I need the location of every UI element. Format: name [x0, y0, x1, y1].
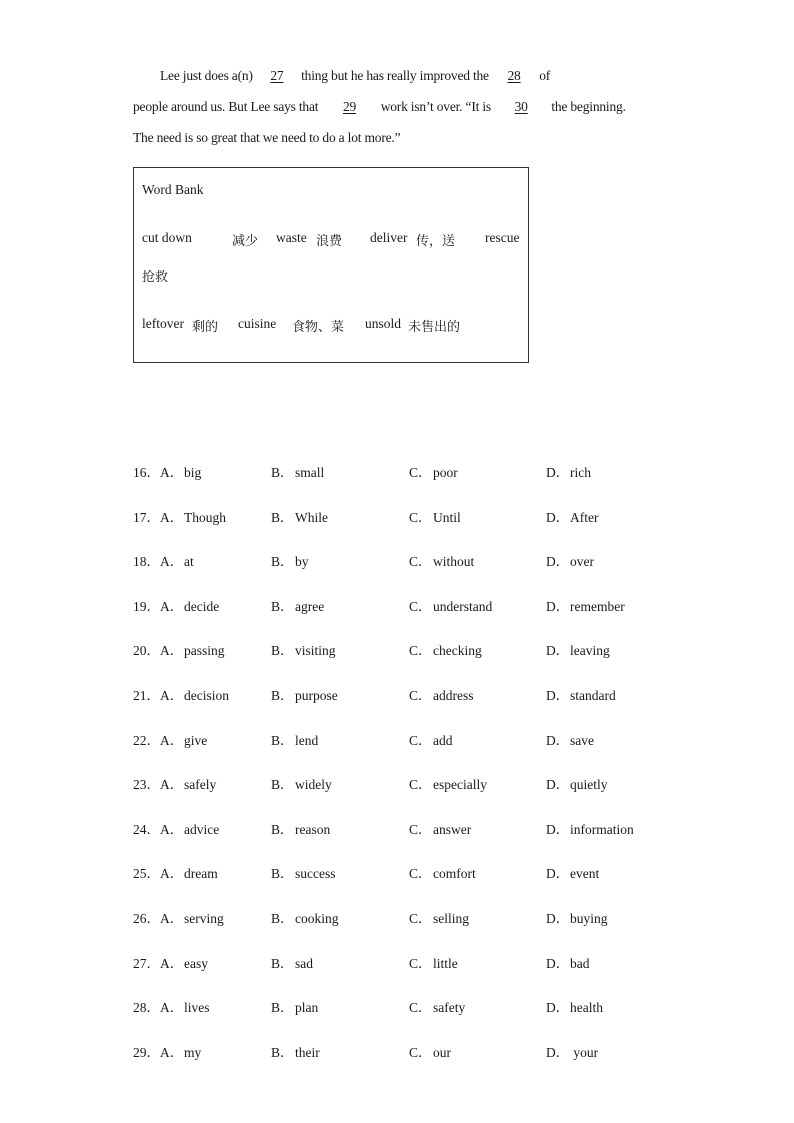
option-letter: C． — [409, 509, 432, 525]
option-letter: B． — [271, 1044, 294, 1060]
question-row — [133, 907, 673, 927]
word-en: waste — [276, 230, 307, 245]
word-zh: 食物、菜 — [292, 320, 345, 335]
option-text: information — [570, 821, 634, 837]
question-number: 17． — [133, 509, 160, 525]
option-letter: D． — [546, 821, 570, 837]
option-letter: A． — [160, 598, 184, 614]
option-text: give — [184, 732, 208, 748]
question-row — [133, 862, 673, 882]
option-text: checking — [433, 643, 482, 659]
option-letter: C． — [409, 598, 432, 614]
word-bank-box — [133, 167, 529, 363]
option-letter: C． — [409, 1044, 432, 1060]
option-a[interactable] — [160, 952, 208, 972]
word-en: cuisine — [238, 316, 277, 331]
option-letter: A． — [160, 777, 184, 793]
option-text: sad — [295, 955, 313, 971]
question-row — [133, 550, 673, 570]
option-b[interactable] — [271, 996, 318, 1016]
option-text: health — [570, 1000, 603, 1016]
option-c[interactable] — [409, 595, 492, 615]
option-c[interactable] — [409, 773, 487, 793]
option-letter: B． — [271, 509, 294, 525]
question-number: 16． — [133, 465, 160, 480]
passage-line-2 — [133, 99, 626, 115]
option-letter: C． — [409, 866, 432, 882]
passage-text: thing but he has really improved the — [297, 68, 493, 83]
blank-28: 28 — [507, 68, 521, 83]
option-text: by — [295, 554, 309, 570]
option-text: event — [570, 866, 600, 882]
option-d[interactable] — [546, 1041, 598, 1061]
option-b[interactable] — [271, 818, 330, 838]
option-text: dream — [184, 866, 218, 882]
question-number: 22． — [133, 732, 160, 748]
option-b[interactable] — [271, 773, 332, 793]
question-row — [133, 818, 673, 838]
option-d[interactable] — [546, 952, 590, 972]
option-text: at — [184, 554, 194, 570]
option-letter: B． — [271, 554, 294, 570]
option-text: passing — [184, 643, 225, 659]
option-d[interactable] — [546, 907, 608, 927]
option-letter: D． — [546, 509, 570, 525]
option-text: over — [570, 554, 594, 570]
option-d[interactable] — [546, 550, 594, 570]
option-text: purpose — [295, 688, 338, 703]
option-letter: D． — [546, 554, 570, 570]
option-a[interactable] — [160, 818, 219, 838]
option-letter: C． — [409, 643, 432, 659]
option-text: save — [570, 732, 594, 748]
option-letter: C． — [409, 955, 432, 971]
option-text: remember — [570, 598, 625, 614]
option-text: especially — [433, 777, 487, 793]
word-en: unsold — [365, 316, 402, 331]
question-row — [133, 461, 673, 481]
question-number: 24． — [133, 821, 160, 837]
option-text: quietly — [570, 777, 608, 793]
option-letter: C． — [409, 688, 432, 703]
option-letter: A． — [160, 911, 184, 926]
option-text: lives — [184, 1000, 210, 1016]
option-text: bad — [570, 955, 590, 971]
option-letter: A． — [160, 688, 184, 703]
word-en: cut down — [142, 230, 192, 245]
option-letter: A． — [160, 866, 184, 882]
option-a[interactable] — [160, 684, 229, 704]
option-d[interactable] — [546, 773, 608, 793]
word-zh: 未售出的 — [408, 320, 461, 335]
option-letter: C． — [409, 777, 432, 793]
word-zh: 减少 — [232, 234, 259, 249]
option-text: add — [433, 732, 453, 748]
option-text: agree — [295, 598, 325, 614]
option-text: safety — [433, 1000, 466, 1016]
word-en: deliver — [370, 230, 408, 245]
option-a[interactable] — [160, 506, 226, 526]
word-en: leftover — [142, 316, 184, 331]
option-letter: B． — [271, 1000, 294, 1016]
option-c[interactable] — [409, 461, 458, 481]
option-text: address — [433, 688, 474, 703]
option-c[interactable] — [409, 684, 474, 704]
option-letter: A． — [160, 554, 184, 570]
option-c[interactable] — [409, 1041, 451, 1061]
option-letter: D． — [546, 688, 570, 703]
option-letter: D． — [546, 1000, 570, 1016]
passage-line-3: The need is so great that we need to do a lot more.” — [133, 130, 401, 145]
option-letter: D． — [546, 465, 570, 480]
option-d[interactable] — [546, 729, 594, 749]
option-text: my — [184, 1044, 202, 1060]
option-text: selling — [433, 911, 469, 926]
question-row — [133, 952, 673, 972]
option-b[interactable] — [271, 907, 339, 927]
question-row — [133, 506, 673, 526]
option-letter: C． — [409, 1000, 432, 1016]
option-text: decision — [184, 688, 229, 703]
option-letter: A． — [160, 509, 184, 525]
option-letter: D． — [546, 1044, 570, 1060]
question-number: 20． — [133, 643, 160, 659]
option-text: rich — [570, 465, 591, 480]
option-letter: B． — [271, 643, 294, 659]
passage-text: work isn’t over. “It is — [377, 99, 495, 114]
option-a[interactable] — [160, 595, 219, 615]
option-b[interactable] — [271, 1041, 320, 1061]
option-d[interactable] — [546, 639, 610, 659]
option-letter: A． — [160, 643, 184, 659]
option-text: Until — [433, 509, 461, 525]
option-letter: B． — [271, 465, 294, 480]
question-number: 19． — [133, 598, 160, 614]
option-letter: A． — [160, 955, 184, 971]
option-b[interactable] — [271, 461, 324, 481]
option-d[interactable] — [546, 461, 591, 481]
option-text: comfort — [433, 866, 476, 882]
question-number: 29． — [133, 1044, 160, 1060]
blank-30: 30 — [514, 99, 528, 114]
passage-text: of — [536, 68, 551, 83]
option-d[interactable] — [546, 595, 625, 615]
option-c[interactable] — [409, 550, 474, 570]
option-letter: D． — [546, 777, 570, 793]
option-text: easy — [184, 955, 208, 971]
option-text: reason — [295, 821, 331, 837]
option-a[interactable] — [160, 550, 194, 570]
option-text: visiting — [295, 643, 336, 659]
word-zh: 抢救 — [142, 270, 169, 285]
option-letter: D． — [546, 866, 570, 882]
option-letter: A． — [160, 465, 184, 480]
option-letter: B． — [271, 688, 294, 703]
question-number: 18． — [133, 554, 160, 570]
option-d[interactable] — [546, 862, 599, 882]
option-b[interactable] — [271, 862, 336, 882]
option-text: your — [570, 1044, 599, 1060]
option-letter: D． — [546, 643, 570, 659]
option-b[interactable] — [271, 550, 309, 570]
option-text: After — [570, 509, 599, 525]
option-a[interactable] — [160, 907, 224, 927]
option-text: buying — [570, 911, 608, 926]
option-text: answer — [433, 821, 472, 837]
option-b[interactable] — [271, 506, 328, 526]
option-letter: B． — [271, 866, 294, 882]
option-letter: B． — [271, 732, 294, 748]
passage-text: the beginning. — [548, 99, 626, 114]
option-c[interactable] — [409, 862, 476, 882]
question-row — [133, 1041, 673, 1061]
question-row — [133, 684, 673, 704]
option-letter: D． — [546, 598, 570, 614]
option-letter: A． — [160, 1044, 184, 1060]
word-zh: 浪费 — [316, 234, 343, 249]
blank-29: 29 — [342, 99, 357, 114]
word-bank-row-1 — [142, 230, 522, 252]
option-letter: B． — [271, 911, 294, 926]
option-text: their — [295, 1044, 320, 1060]
question-number: 25． — [133, 866, 160, 882]
option-letter: B． — [271, 821, 294, 837]
option-d[interactable] — [546, 684, 616, 704]
option-c[interactable] — [409, 952, 458, 972]
option-text: big — [184, 465, 202, 480]
option-text: safely — [184, 777, 217, 793]
option-letter: A． — [160, 821, 184, 837]
option-b[interactable] — [271, 595, 324, 615]
option-c[interactable] — [409, 818, 471, 838]
option-letter: D． — [546, 732, 570, 748]
option-letter: C． — [409, 465, 432, 480]
option-b[interactable] — [271, 952, 313, 972]
option-text: cooking — [295, 911, 339, 926]
option-text: without — [433, 554, 475, 570]
word-bank-title: Word Bank — [142, 182, 204, 197]
option-text: understand — [433, 598, 493, 614]
question-row — [133, 996, 673, 1016]
word-bank-row-2 — [142, 316, 522, 338]
word-en: rescue — [485, 230, 520, 245]
question-row — [133, 639, 673, 659]
option-letter: C． — [409, 732, 432, 748]
option-d[interactable] — [546, 818, 634, 838]
option-text: advice — [184, 821, 220, 837]
option-text: standard — [570, 688, 616, 703]
option-letter: B． — [271, 598, 294, 614]
option-c[interactable] — [409, 907, 469, 927]
question-row — [133, 729, 673, 749]
passage-text: Lee just does a(n) — [160, 68, 256, 83]
option-text: serving — [184, 911, 224, 926]
option-c[interactable] — [409, 729, 453, 749]
option-b[interactable] — [271, 639, 336, 659]
option-c[interactable] — [409, 996, 465, 1016]
option-text: plan — [295, 1000, 319, 1016]
option-letter: B． — [271, 777, 294, 793]
option-text: While — [295, 509, 328, 525]
question-row — [133, 773, 673, 793]
option-text: poor — [433, 465, 458, 480]
option-letter: A． — [160, 1000, 184, 1016]
word-zh: 传，送 — [416, 234, 456, 249]
option-text: our — [433, 1044, 451, 1060]
word-zh: 剩的 — [192, 320, 219, 335]
question-number: 27． — [133, 955, 160, 971]
option-a[interactable] — [160, 862, 218, 882]
option-letter: C． — [409, 554, 432, 570]
option-letter: D． — [546, 955, 570, 971]
option-a[interactable] — [160, 729, 207, 749]
question-number: 26． — [133, 911, 160, 926]
passage-text: people around us. But Lee says that — [133, 99, 322, 114]
option-text: decide — [184, 598, 220, 614]
option-d[interactable] — [546, 996, 603, 1016]
option-c[interactable] — [409, 506, 461, 526]
option-text: success — [295, 866, 336, 882]
option-letter: C． — [409, 821, 432, 837]
option-a[interactable] — [160, 461, 201, 481]
option-b[interactable] — [271, 684, 338, 704]
option-text: Though — [184, 509, 226, 525]
option-letter: A． — [160, 732, 184, 748]
option-text: leaving — [570, 643, 610, 659]
option-letter: D． — [546, 911, 570, 926]
option-b[interactable] — [271, 729, 318, 749]
option-a[interactable] — [160, 773, 216, 793]
option-a[interactable] — [160, 1041, 201, 1061]
blank-27: 27 — [270, 68, 284, 83]
option-text: widely — [295, 777, 332, 793]
option-letter: B． — [271, 955, 294, 971]
passage-line-1 — [160, 68, 550, 84]
option-a[interactable] — [160, 639, 225, 659]
option-c[interactable] — [409, 639, 482, 659]
option-letter: C． — [409, 911, 432, 926]
option-text: little — [433, 955, 458, 971]
question-number: 28． — [133, 1000, 160, 1016]
option-text: lend — [295, 732, 319, 748]
question-number: 23． — [133, 777, 160, 793]
question-row — [133, 595, 673, 615]
question-number: 21． — [133, 688, 160, 703]
option-d[interactable] — [546, 506, 598, 526]
option-a[interactable] — [160, 996, 210, 1016]
option-text: small — [295, 465, 325, 480]
